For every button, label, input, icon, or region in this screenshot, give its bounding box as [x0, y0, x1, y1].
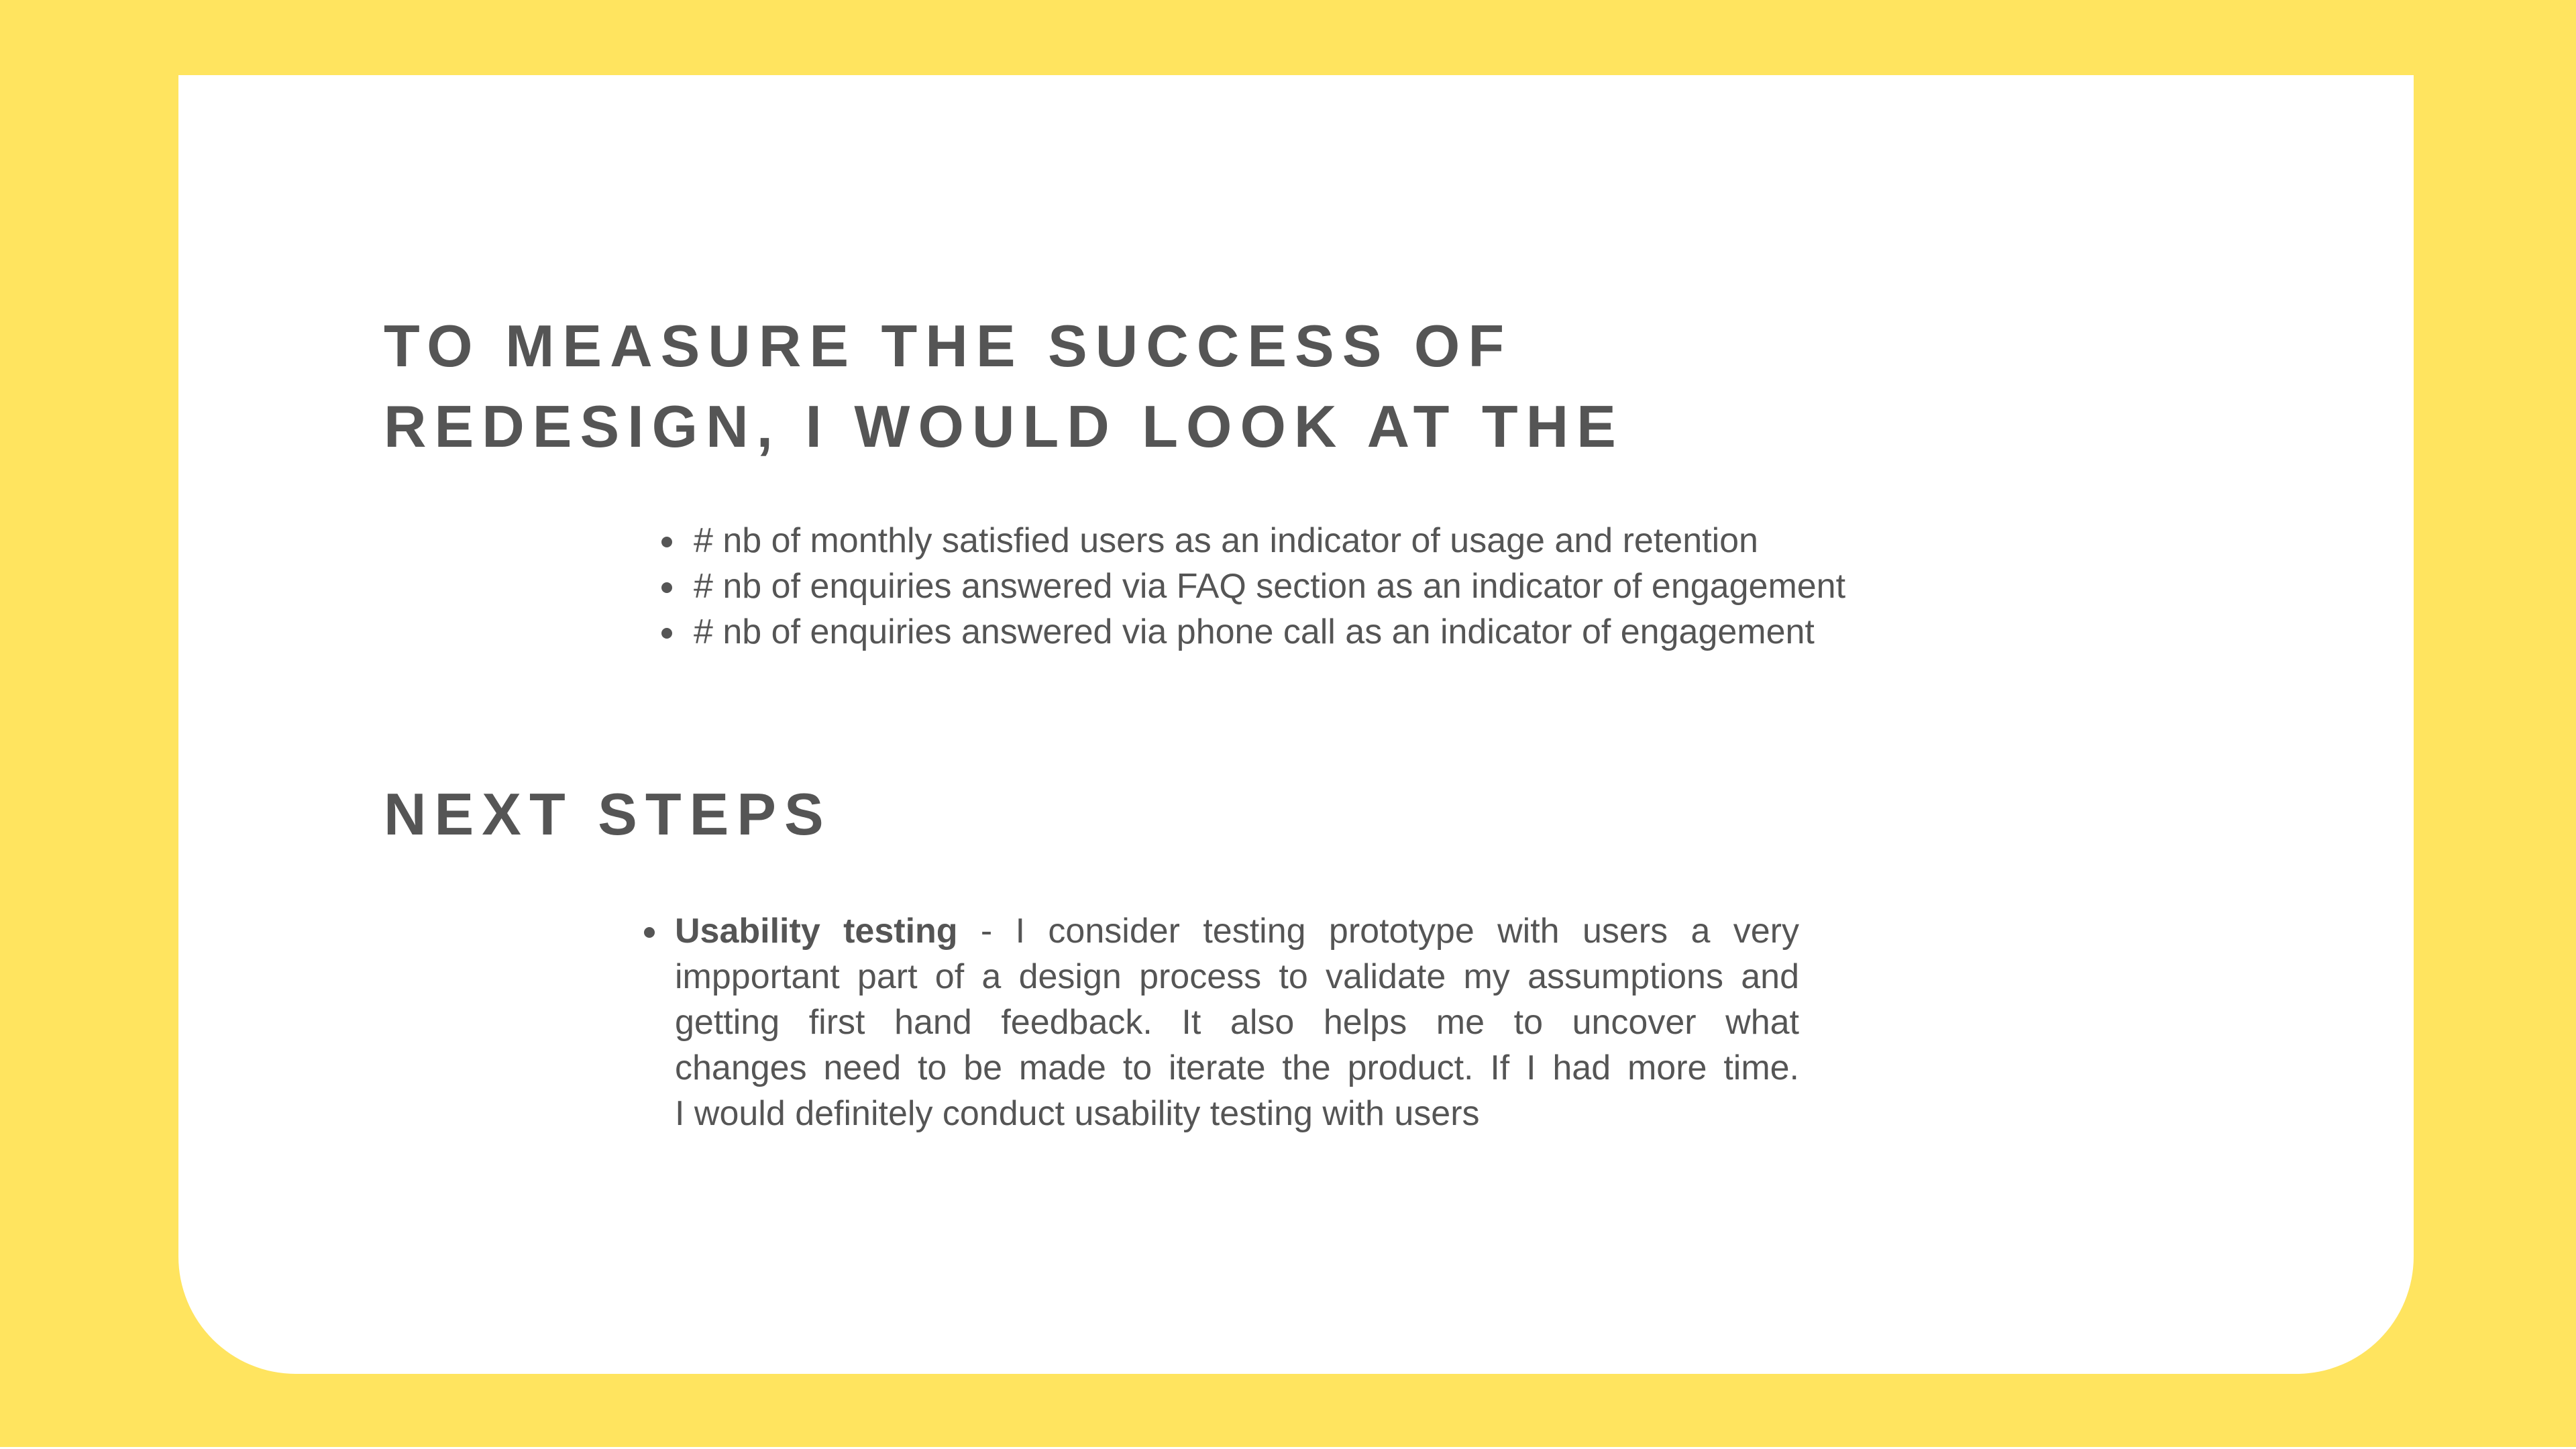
metric-text: # nb of monthly satisfied users as an indicator of usage and retention	[694, 521, 1758, 560]
list-item	[675, 908, 1799, 1136]
list-item	[694, 609, 1845, 655]
heading-line: REDESIGN, I WOULD LOOK AT THE	[384, 393, 1624, 460]
metric-text: # nb of enquiries answered via FAQ section as an indicator of engagement	[694, 567, 1846, 606]
next-steps-heading	[384, 774, 1457, 855]
bullet-icon	[661, 582, 672, 593]
step-line: I would definitely conduct usability testing with users	[675, 1094, 1480, 1133]
next-steps-list	[675, 908, 1799, 1136]
heading-line: NEXT STEPS	[384, 781, 832, 847]
heading-line: TO MEASURE THE SUCCESS OF	[384, 313, 1513, 379]
step-line: getting first hand feedback. It also helps me to uncover what	[675, 1003, 1799, 1042]
bullet-icon	[661, 537, 672, 547]
step-text: - I consider testing prototype with users a very	[957, 912, 1799, 951]
step-title: Usability testing	[675, 912, 958, 951]
step-line: impportant part of a design process to validate my assumptions and	[675, 957, 1799, 996]
metric-text: # nb of enquiries answered via phone call as an indicator of engagement	[694, 612, 1815, 651]
list-item	[694, 564, 1845, 609]
bullet-icon	[644, 927, 655, 938]
step-line	[675, 908, 1799, 954]
bullet-icon	[661, 628, 672, 639]
success-metrics-list	[694, 518, 1845, 655]
measure-success-heading	[384, 306, 1994, 467]
list-item	[694, 518, 1845, 564]
content-card	[178, 75, 2414, 1374]
step-line: changes need to be made to iterate the product. If I had more time.	[675, 1049, 1799, 1087]
